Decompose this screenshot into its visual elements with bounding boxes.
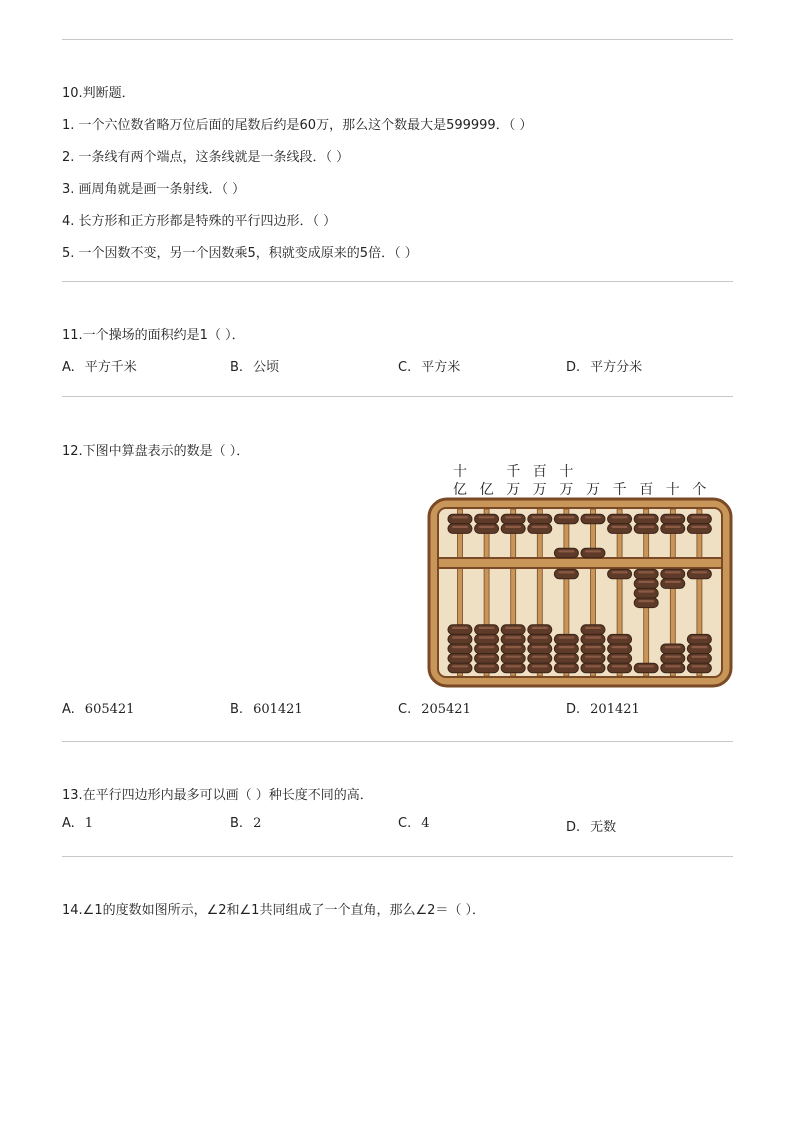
abacus-bead [475, 524, 499, 534]
option-text: 201421 [590, 702, 640, 717]
abacus-bead-highlight [612, 571, 628, 573]
abacus-bead-highlight [532, 656, 548, 658]
place-label-top: 十 [453, 464, 467, 480]
abacus-bead [501, 524, 525, 534]
q13-option-d[interactable] [566, 816, 616, 835]
abacus-bead-highlight [532, 526, 548, 528]
abacus-bead [634, 588, 658, 598]
abacus-bead-highlight [638, 516, 654, 518]
abacus-bead-highlight [665, 571, 681, 573]
abacus-bead [634, 663, 658, 673]
abacus-bead-highlight [612, 646, 628, 648]
abacus-bead [581, 644, 605, 654]
abacus-bead [554, 644, 578, 654]
abacus-bead [554, 634, 578, 644]
option-text: 601421 [253, 702, 303, 717]
abacus-bead-highlight [452, 627, 468, 629]
abacus-bead-highlight [532, 636, 548, 638]
abacus-bead-highlight [638, 526, 654, 528]
separator-top [62, 39, 733, 40]
option-letter: B. [230, 702, 244, 717]
abacus-bead [501, 625, 525, 635]
abacus-bead-highlight [532, 627, 548, 629]
abacus-bead-highlight [479, 656, 495, 658]
abacus-bead [501, 654, 525, 664]
q10-item-2: 2. 一条线有两个端点，这条线就是一条线段．（ ） [62, 150, 350, 165]
abacus-bead [448, 514, 472, 524]
separator-q10 [62, 281, 733, 282]
abacus-bead [608, 663, 632, 673]
abacus-bead [528, 634, 552, 644]
abacus-bead-highlight [638, 571, 654, 573]
abacus-bead-highlight [612, 526, 628, 528]
abacus-beam [438, 558, 722, 568]
abacus-bead [554, 654, 578, 664]
abacus-bead-highlight [665, 656, 681, 658]
option-text: 平方米 [421, 360, 461, 375]
abacus-bead [581, 548, 605, 558]
place-label-top: 千 [506, 464, 521, 480]
q13-title: 13.在平行四边形内最多可以画（ ）种长度不同的高． [62, 788, 373, 803]
abacus-bead [634, 579, 658, 589]
abacus-bead-highlight [585, 665, 601, 667]
abacus-bead [554, 569, 578, 579]
abacus-bead [448, 634, 472, 644]
q13-option-a[interactable] [62, 816, 93, 831]
abacus-bead [448, 644, 472, 654]
abacus-bead [448, 663, 472, 673]
abacus-bead-highlight [479, 627, 495, 629]
place-label-bottom: 万 [559, 482, 574, 498]
option-letter: C. [398, 816, 412, 831]
abacus-bead-highlight [691, 646, 707, 648]
option-letter: A. [62, 702, 75, 717]
option-text: 平方千米 [84, 360, 137, 375]
abacus-bead [475, 644, 499, 654]
abacus-bead-highlight [638, 581, 654, 583]
abacus-bead [661, 644, 685, 654]
q11-option-c[interactable] [398, 356, 460, 375]
place-label-bottom: 千 [612, 482, 627, 498]
place-label-bottom: 个 [692, 482, 707, 498]
abacus-bead-highlight [585, 550, 601, 552]
place-label-bottom: 亿 [453, 482, 467, 498]
abacus-bead [687, 524, 711, 534]
q12-option-a[interactable] [62, 702, 134, 717]
q11-option-a[interactable] [62, 356, 137, 375]
separator-q13 [62, 856, 733, 857]
option-letter: D. [566, 360, 581, 375]
abacus-bead [554, 663, 578, 673]
abacus-bead-highlight [479, 526, 495, 528]
abacus-bead [448, 625, 472, 635]
abacus-bead [475, 654, 499, 664]
abacus-bead [528, 514, 552, 524]
abacus-bead [687, 644, 711, 654]
q14-title: 14.∠1的度数如图所示，∠2和∠1共同组成了一个直角，那么∠2＝（ ）． [62, 903, 486, 918]
abacus-bead-highlight [452, 516, 468, 518]
abacus-bead-highlight [452, 646, 468, 648]
abacus-bead [475, 514, 499, 524]
abacus-bead [475, 625, 499, 635]
abacus-bead-highlight [558, 646, 574, 648]
option-letter: D. [566, 820, 581, 835]
abacus-bead [661, 569, 685, 579]
abacus-bead-highlight [505, 627, 521, 629]
abacus-bead [581, 634, 605, 644]
abacus-drawing [426, 462, 736, 688]
abacus-bead [581, 625, 605, 635]
abacus-bead-highlight [479, 665, 495, 667]
abacus-bead [501, 663, 525, 673]
abacus-bead [661, 514, 685, 524]
abacus-bead [554, 548, 578, 558]
option-text: 2 [253, 816, 262, 831]
q12-option-d[interactable] [566, 702, 640, 717]
abacus-bead [554, 514, 578, 524]
abacus-bead-highlight [691, 526, 707, 528]
option-letter: D. [566, 702, 581, 717]
abacus-bead-highlight [479, 636, 495, 638]
abacus-bead [501, 514, 525, 524]
abacus-bead-highlight [691, 571, 707, 573]
q10-item-5: 5. 一个因数不变，另一个因数乘5，积就变成原来的5倍．（ ） [62, 246, 418, 261]
option-text: 无数 [590, 820, 617, 835]
option-letter: B. [230, 360, 244, 375]
q11-option-d[interactable] [566, 356, 642, 375]
option-letter: A. [62, 816, 75, 831]
abacus-bead-highlight [558, 550, 574, 552]
abacus-bead-highlight [505, 656, 521, 658]
place-label-bottom: 万 [532, 482, 547, 498]
abacus-bead-highlight [612, 516, 628, 518]
abacus-bead [448, 654, 472, 664]
q11-option-b[interactable] [230, 356, 279, 375]
abacus-bead [661, 524, 685, 534]
separator-q12 [62, 741, 733, 742]
abacus-bead-highlight [585, 627, 601, 629]
abacus-bead-highlight [505, 636, 521, 638]
abacus-bead-highlight [691, 665, 707, 667]
abacus-bead [608, 514, 632, 524]
q10-item-1: 1. 一个六位数省略万位后面的尾数后约是60万，那么这个数最大是599999．（ ） [62, 118, 533, 133]
abacus-bead-highlight [558, 571, 574, 573]
place-label-top: 十 [559, 464, 574, 480]
option-letter: B. [230, 816, 244, 831]
option-text: 1 [84, 816, 94, 831]
abacus-bead-highlight [691, 636, 707, 638]
abacus-bead [528, 644, 552, 654]
option-letter: C. [398, 360, 412, 375]
abacus-bead-highlight [452, 665, 468, 667]
abacus-bead-highlight [612, 656, 628, 658]
q12-title: 12.下图中算盘表示的数是（ ）． [62, 444, 250, 459]
option-text: 4 [421, 816, 430, 831]
abacus-bead-highlight [585, 636, 601, 638]
q12-option-c[interactable] [398, 702, 471, 717]
abacus-bead [475, 634, 499, 644]
abacus-bead-highlight [452, 636, 468, 638]
option-text: 公顷 [253, 360, 280, 375]
abacus-bead [581, 663, 605, 673]
abacus-bead-highlight [505, 526, 521, 528]
abacus-bead [687, 569, 711, 579]
abacus-bead-highlight [612, 665, 628, 667]
separator-q11 [62, 396, 733, 397]
abacus-bead [475, 663, 499, 673]
abacus-bead-highlight [505, 665, 521, 667]
abacus-bead-highlight [585, 656, 601, 658]
abacus-bead-highlight [638, 600, 654, 602]
abacus-bead [634, 524, 658, 534]
abacus-bead [687, 654, 711, 664]
abacus-bead [687, 663, 711, 673]
abacus-bead [687, 514, 711, 524]
abacus-bead [501, 644, 525, 654]
abacus-bead-highlight [665, 516, 681, 518]
place-label-bottom: 亿 [479, 482, 494, 498]
abacus-bead [528, 663, 552, 673]
abacus-bead-highlight [532, 646, 548, 648]
abacus-bead-highlight [638, 665, 654, 667]
abacus-bead [608, 634, 632, 644]
abacus-bead-highlight [479, 646, 495, 648]
abacus-bead-highlight [558, 656, 574, 658]
abacus-bead [528, 524, 552, 534]
abacus-bead [501, 634, 525, 644]
abacus-bead-highlight [532, 665, 548, 667]
abacus-bead-highlight [558, 636, 574, 638]
abacus-bead-highlight [665, 526, 681, 528]
place-label-bottom: 万 [586, 482, 600, 498]
abacus-bead-highlight [691, 656, 707, 658]
abacus-bead-highlight [505, 646, 521, 648]
abacus-bead [581, 514, 605, 524]
abacus-bead [661, 654, 685, 664]
q12-option-b[interactable] [230, 702, 303, 717]
abacus-bead-highlight [505, 516, 521, 518]
q10-title: 10.判断题． [62, 86, 135, 101]
abacus-bead [661, 663, 685, 673]
abacus-bead [634, 514, 658, 524]
abacus-bead-highlight [479, 516, 495, 518]
abacus-figure [426, 462, 736, 688]
abacus-bead [634, 598, 658, 608]
abacus-bead-highlight [665, 646, 681, 648]
abacus-bead [608, 569, 632, 579]
abacus-bead [608, 654, 632, 664]
abacus-bead [581, 654, 605, 664]
abacus-bead-highlight [558, 665, 574, 667]
abacus-bead [528, 625, 552, 635]
abacus-bead [448, 524, 472, 534]
abacus-bead-highlight [665, 665, 681, 667]
q10-item-3: 3. 画周角就是画一条射线．（ ） [62, 182, 246, 197]
option-letter: A. [62, 360, 75, 375]
abacus-bead [608, 524, 632, 534]
abacus-bead-highlight [665, 581, 681, 583]
abacus-bead [608, 644, 632, 654]
abacus-bead-highlight [452, 656, 468, 658]
option-text: 205421 [421, 702, 471, 717]
abacus-bead [634, 569, 658, 579]
q11-title: 11.一个操场的面积约是1（ ）． [62, 328, 245, 343]
q13-option-b[interactable] [230, 816, 261, 831]
option-text: 605421 [84, 702, 135, 717]
abacus-bead-highlight [558, 516, 574, 518]
place-label-bottom: 十 [665, 482, 680, 498]
abacus-bead [687, 634, 711, 644]
abacus-bead-highlight [585, 516, 601, 518]
place-label-top: 百 [532, 464, 547, 480]
abacus-bead-highlight [532, 516, 548, 518]
abacus-bead-highlight [612, 636, 628, 638]
abacus-bead [528, 654, 552, 664]
option-letter: C. [398, 702, 412, 717]
option-text: 平方分米 [590, 360, 643, 375]
place-label-bottom: 万 [506, 482, 521, 498]
abacus-bead-highlight [691, 516, 707, 518]
place-label-bottom: 百 [639, 482, 654, 498]
abacus-bead [661, 579, 685, 589]
q13-option-c[interactable] [398, 816, 430, 831]
abacus-bead-highlight [452, 526, 468, 528]
q10-item-4: 4. 长方形和正方形都是特殊的平行四边形．（ ） [62, 214, 337, 229]
abacus-bead-highlight [585, 646, 601, 648]
abacus-bead-highlight [638, 590, 654, 592]
